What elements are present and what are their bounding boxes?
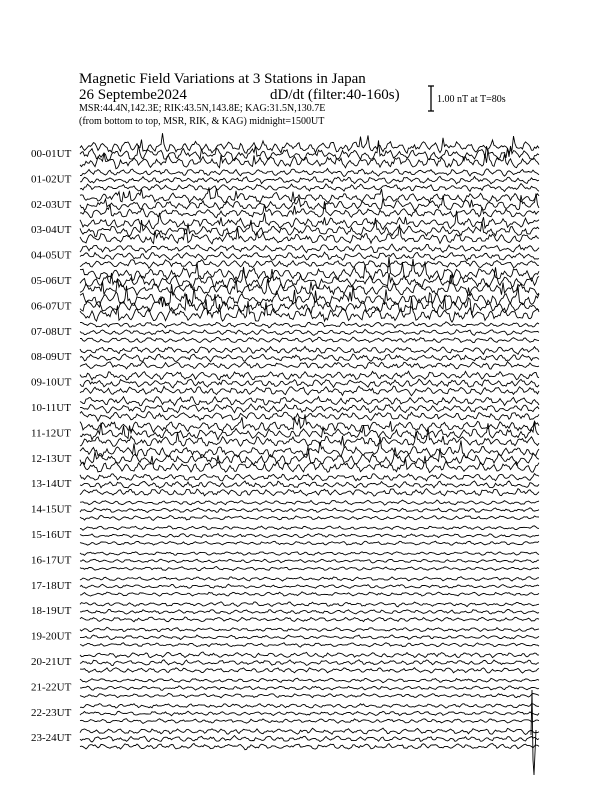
hour-label: 09-10UT [31, 376, 72, 389]
station-trace [80, 244, 539, 253]
station-trace [80, 567, 539, 571]
station-trace [80, 719, 539, 724]
station-trace [80, 678, 539, 683]
station-trace [80, 415, 539, 433]
hour-label: 16-17UT [31, 554, 72, 567]
station-trace [80, 652, 539, 658]
station-trace [80, 686, 539, 691]
chart-title: Magnetic Field Variations at 3 Stations in Japan [79, 71, 366, 87]
station-trace [80, 559, 539, 563]
chart-filter: dD/dt (filter:40-160s) [270, 87, 400, 103]
hour-label: 01-02UT [31, 173, 72, 186]
station-trace [80, 257, 539, 281]
hour-label: 13-14UT [31, 478, 72, 491]
station-trace [80, 329, 539, 335]
hour-label: 18-19UT [31, 605, 72, 618]
station-trace [80, 489, 539, 497]
station-trace [80, 397, 539, 406]
hour-label: 19-20UT [31, 630, 72, 643]
station-trace [80, 176, 539, 183]
station-trace [80, 526, 539, 530]
station-trace [80, 140, 539, 160]
station-trace [80, 534, 539, 538]
hour-label: 00-01UT [31, 148, 72, 160]
hour-label: 11-12UT [31, 427, 71, 440]
station-trace [80, 201, 539, 217]
hour-label: 23-24UT [31, 732, 72, 745]
station-trace [80, 704, 539, 709]
station-trace [80, 437, 539, 458]
scale-bar [428, 86, 434, 111]
station-trace [80, 422, 539, 439]
hour-label: 06-07UT [31, 300, 72, 313]
hour-label: 02-03UT [31, 198, 72, 211]
station-trace [80, 508, 539, 513]
station-trace [80, 711, 539, 716]
station-trace [80, 169, 539, 177]
trace-lines [80, 133, 539, 775]
station-trace [80, 643, 539, 647]
chart-date: 26 Septembe2024 [79, 87, 187, 103]
station-trace [80, 386, 539, 396]
station-trace [80, 635, 539, 640]
station-trace [80, 552, 539, 556]
station-trace [80, 627, 539, 631]
station-trace [80, 515, 539, 520]
station-trace [80, 592, 539, 596]
hour-label: 17-18UT [31, 579, 72, 592]
hour-label: 20-21UT [31, 656, 72, 668]
hour-label: 04-05UT [31, 249, 72, 262]
station-order-note: (from bottom to top, MSR, RIK, & KAG) midnight=1500UT [79, 116, 325, 127]
station-trace [80, 541, 539, 545]
hour-label: 10-11UT [31, 402, 71, 414]
station-trace [80, 617, 539, 622]
hour-label: 05-06UT [31, 275, 72, 287]
hour-label: 08-09UT [31, 351, 72, 364]
scale-label: 1.00 nT at T=80s [437, 94, 506, 105]
hour-label: 15-16UT [31, 529, 72, 541]
hour-label: 22-23UT [31, 706, 72, 719]
station-trace [80, 193, 539, 210]
station-trace [80, 362, 539, 370]
station-trace [80, 150, 539, 169]
hour-label: 21-22UT [31, 681, 72, 694]
station-trace [80, 610, 539, 615]
station-trace [80, 693, 539, 697]
station-trace [80, 322, 539, 328]
station-trace [80, 736, 539, 743]
station-coordinates: MSR:44.4N,142.3E; RIK:43.5N,143.8E; KAG:31.5N,130.7E [79, 103, 326, 114]
station-trace [80, 500, 539, 505]
hour-label: 07-08UT [31, 325, 72, 338]
station-trace [80, 260, 539, 269]
station-trace [80, 412, 539, 422]
station-trace [80, 577, 539, 581]
hour-labels [31, 148, 72, 744]
station-trace [80, 379, 539, 388]
station-trace [80, 602, 539, 607]
station-trace [80, 252, 539, 261]
hour-label: 03-04UT [31, 224, 72, 237]
station-trace [80, 337, 539, 343]
hour-label: 14-15UT [31, 503, 72, 516]
station-trace [80, 371, 539, 380]
station-trace [80, 354, 539, 362]
station-trace [80, 481, 539, 488]
station-trace [80, 474, 539, 481]
station-trace [80, 744, 539, 750]
station-trace [80, 346, 539, 354]
station-trace [80, 184, 539, 192]
station-trace [80, 660, 539, 666]
hour-label: 12-13UT [31, 452, 72, 465]
station-trace [80, 584, 539, 588]
station-trace [80, 267, 539, 289]
station-trace [80, 668, 539, 673]
station-trace [80, 728, 539, 734]
